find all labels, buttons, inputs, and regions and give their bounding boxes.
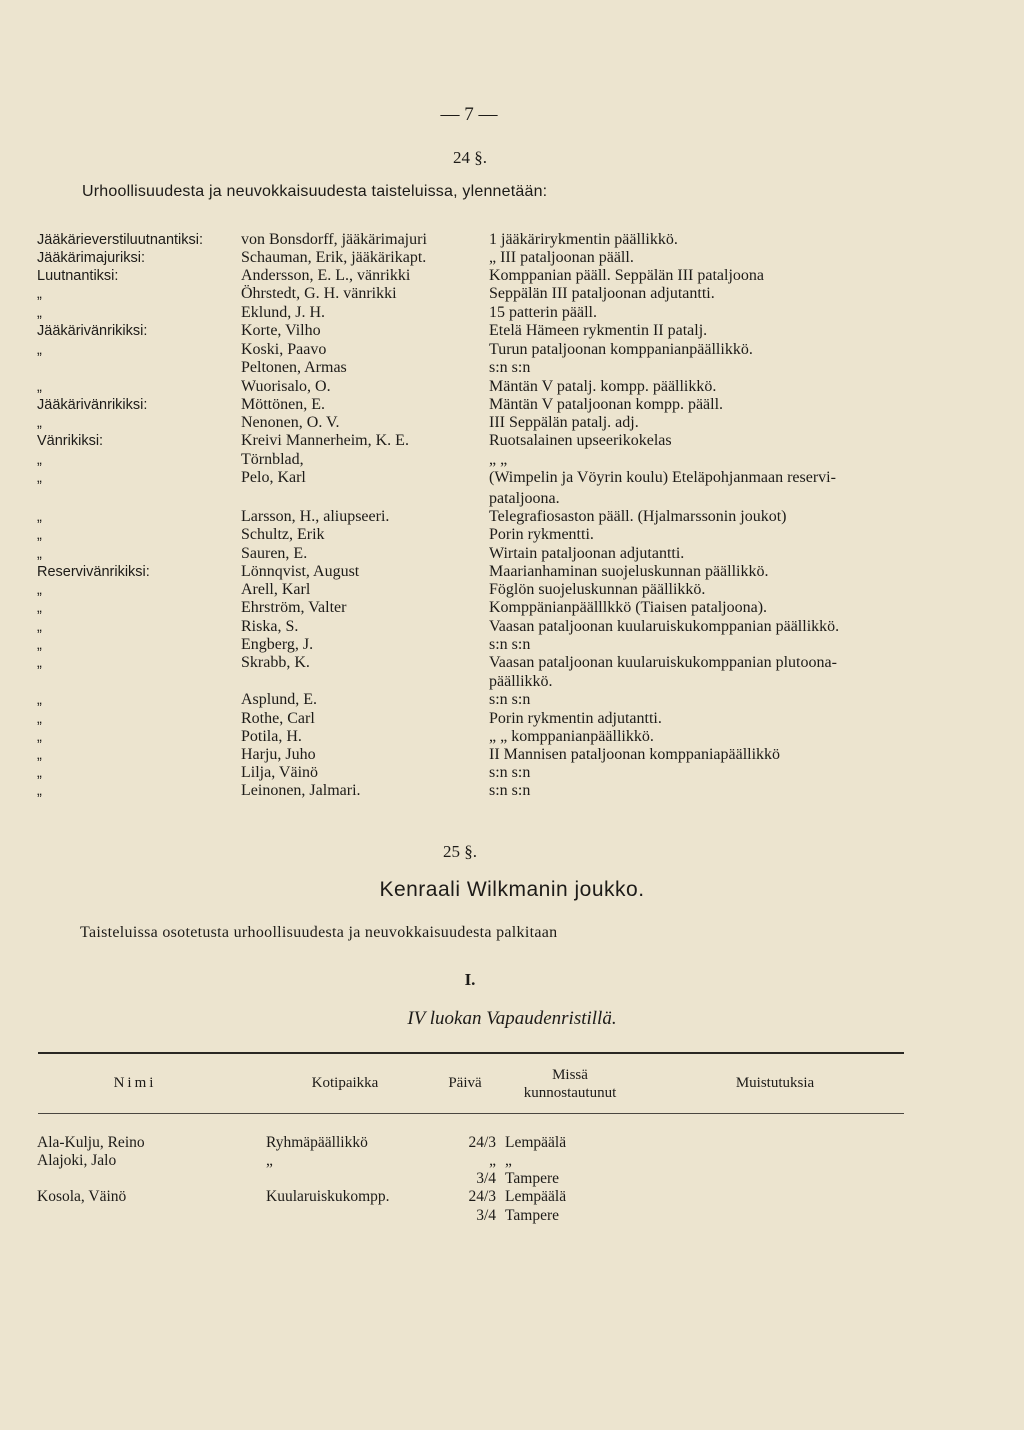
promotion-name: Wuorisalo, O. <box>241 378 331 395</box>
promotion-name: Leinonen, Jalmari. <box>241 782 361 799</box>
promotion-rank: „ <box>37 600 42 616</box>
promotion-name: Harju, Juho <box>241 746 316 763</box>
award-date: 3/4 <box>476 1170 496 1187</box>
promotion-unit: (Wimpelin ja Vöyrin koulu) Eteläpohjanmaan reservi- <box>489 469 836 486</box>
promotion-unit: pataljoona. <box>489 490 560 507</box>
table-rule-top <box>38 1052 904 1054</box>
promotion-name: Pelo, Karl <box>241 469 306 486</box>
promotion-name: Törnblad, <box>241 451 304 468</box>
promotion-name: Arell, Karl <box>241 581 311 598</box>
promotion-rank: Jääkärivänrikiksi: <box>37 323 148 339</box>
section-25-intro: Taisteluissa osotetusta urhoollisuudesta ja neuvokkaisuudesta palkitaan <box>80 924 558 941</box>
promotion-name: Schultz, Erik <box>241 526 325 543</box>
promotion-name: Riska, S. <box>241 618 299 635</box>
promotion-rank: „ <box>37 747 42 763</box>
promotion-unit: Wirtain pataljoonan adjutantti. <box>489 545 685 562</box>
promotion-unit: Porin rykmentti. <box>489 526 594 543</box>
promotion-name: Lilja, Väinö <box>241 764 319 781</box>
promotion-rank: Jääkärimajuriksi: <box>37 250 145 266</box>
promotion-name: Lönnqvist, August <box>241 563 360 580</box>
promotion-unit: Vaasan pataljoonan kuularuiskukomppanian päällikkö. <box>489 618 840 635</box>
promotion-name: Andersson, E. L., vänrikki <box>241 267 411 284</box>
award-place: „ <box>505 1152 512 1169</box>
award-name: Kosola, Väinö <box>37 1188 127 1205</box>
promotion-unit: Vaasan pataljoonan kuularuiskukomppanian plutoona- <box>489 654 837 671</box>
promotion-unit: Porin rykmentin adjutantti. <box>489 710 662 727</box>
promotion-name: Schauman, Erik, jääkärikapt. <box>241 249 427 266</box>
promotion-unit: Komppanian pääll. Seppälän III pataljoona <box>489 267 765 284</box>
promotion-name: Asplund, E. <box>241 691 317 708</box>
promotion-rank: „ <box>37 342 42 358</box>
promotion-unit: Maarianhaminan suojeluskunnan päällikkö. <box>489 563 769 580</box>
award-date: 24/3 <box>468 1188 496 1205</box>
promotion-unit: Föglön suojeluskunnan päällikkö. <box>489 581 706 598</box>
promotion-unit: Etelä Hämeen rykmentin II patalj. <box>489 322 708 339</box>
promotion-rank: „ <box>37 655 42 671</box>
promotion-unit: 15 patterin pääll. <box>489 304 597 321</box>
award-home: „ <box>266 1152 273 1169</box>
award-place: Lempäälä <box>505 1134 567 1151</box>
promotion-name: Eklund, J. H. <box>241 304 325 321</box>
promotion-rank: „ <box>37 415 42 431</box>
promotion-rank: „ <box>37 286 42 302</box>
promotion-rank: „ <box>37 692 42 708</box>
promotion-unit: s:n s:n <box>489 636 531 653</box>
promotion-rank: Jääkärivänrikiksi: <box>37 397 148 413</box>
promotion-rank: „ <box>37 783 42 799</box>
promotion-unit: Seppälän III pataljoonan adjutantti. <box>489 285 715 302</box>
header-place: Missä kunnostautunut <box>523 1067 617 1101</box>
promotion-rank: „ <box>37 637 42 653</box>
promotion-rank: „ <box>37 527 42 543</box>
promotion-name: Möttönen, E. <box>241 396 325 413</box>
award-home: Kuularuiskukompp. <box>266 1188 390 1205</box>
promotion-unit: 1 jääkärirykmentin päällikkö. <box>489 231 678 248</box>
promotion-rank: „ <box>37 452 42 468</box>
promotion-rank: „ <box>37 765 42 781</box>
promotion-rank: „ <box>37 305 42 321</box>
promotion-rank: „ <box>37 582 42 598</box>
header-name: Nimi <box>113 1075 157 1091</box>
award-name: Ala-Kulju, Reino <box>37 1134 145 1151</box>
promotion-rank: „ <box>37 509 42 525</box>
promotion-name: Koski, Paavo <box>241 341 327 358</box>
promotion-name: Sauren, E. <box>241 545 308 562</box>
award-place: Tampere <box>505 1207 559 1224</box>
promotion-name: Rothe, Carl <box>241 710 315 727</box>
promotion-rank: „ <box>37 546 42 562</box>
award-class-title: IV luokan Vapaudenristillä. <box>407 1008 617 1029</box>
promotion-unit: s:n s:n <box>489 782 531 799</box>
promotion-unit: „ „ komppanianpäällikkö. <box>489 728 654 745</box>
promotion-name: Engberg, J. <box>241 636 314 653</box>
promotion-name: Kreivi Mannerheim, K. E. <box>241 432 409 449</box>
promotion-name: Potila, H. <box>241 728 302 745</box>
award-home: Ryhmäpäällikkö <box>266 1134 368 1151</box>
roman-numeral: I. <box>464 970 476 989</box>
promotion-name: Nenonen, O. V. <box>241 414 340 431</box>
promotion-unit: „ „ <box>489 451 508 468</box>
promotion-unit: s:n s:n <box>489 359 531 376</box>
promotion-unit: s:n s:n <box>489 691 531 708</box>
promotion-name: Peltonen, Armas <box>241 359 347 376</box>
promotion-unit: II Mannisen pataljoonan komppaniapäällikkö <box>489 746 781 763</box>
section-24-intro: Urhoollisuudesta ja neuvokkaisuudesta taisteluissa, ylennetään: <box>82 183 548 200</box>
award-name: Alajoki, Jalo <box>37 1152 117 1169</box>
promotion-unit: Ruotsalainen upseerikokelas <box>489 432 672 449</box>
promotion-unit: „ III pataljoonan pääll. <box>489 249 634 266</box>
promotion-name: Korte, Vilho <box>241 322 321 339</box>
promotion-name: Öhrstedt, G. H. vänrikki <box>241 285 397 302</box>
promotion-name: Skrabb, K. <box>241 654 310 671</box>
promotion-unit: s:n s:n <box>489 764 531 781</box>
promotion-rank: „ <box>37 379 42 395</box>
award-place: Lempäälä <box>505 1188 567 1205</box>
award-date: 24/3 <box>468 1134 496 1151</box>
award-place: Tampere <box>505 1170 559 1187</box>
header-home: Kotipaikka <box>311 1075 379 1091</box>
promotion-name: von Bonsdorff, jääkärimajuri <box>241 231 427 248</box>
page-number: — 7 — <box>440 104 498 125</box>
promotion-rank: Vänrikiksi: <box>37 433 104 449</box>
promotion-unit: Mäntän V patalj. kompp. päällikkö. <box>489 378 717 395</box>
promotion-unit: päällikkö. <box>489 673 553 690</box>
table-rule-bottom <box>38 1113 904 1114</box>
award-date: 3/4 <box>476 1207 496 1224</box>
promotion-name: Larsson, H., aliupseeri. <box>241 508 390 525</box>
promotion-unit: Telegrafiosaston pääll. (Hjalmarssonin joukot) <box>489 508 787 525</box>
promotion-name: Ehrström, Valter <box>241 599 347 616</box>
award-date: „ <box>489 1152 496 1169</box>
section-25-title: Kenraali Wilkmanin joukko. <box>379 878 645 901</box>
promotion-rank: „ <box>37 619 42 635</box>
promotion-rank: Jääkärieverstiluutnantiksi: <box>37 232 204 248</box>
promotion-unit: Turun pataljoonan komppanianpäällikkö. <box>489 341 753 358</box>
header-notes: Muistutuksia <box>735 1075 815 1091</box>
promotion-unit: III Seppälän patalj. adj. <box>489 414 639 431</box>
promotion-rank: „ <box>37 470 42 486</box>
section-25-heading: 25 §. <box>443 842 477 861</box>
promotion-unit: Mäntän V pataljoonan kompp. pääll. <box>489 396 724 413</box>
promotion-unit: Komppänianpäälllkkö (Tiaisen pataljoona). <box>489 599 768 616</box>
promotion-rank: „ <box>37 729 42 745</box>
header-date: Päivä <box>448 1075 482 1091</box>
promotion-rank: „ <box>37 711 42 727</box>
section-24-heading: 24 §. <box>453 148 487 167</box>
promotion-rank: Luutnantiksi: <box>37 268 119 284</box>
promotion-rank: Reservivänrikiksi: <box>37 564 150 580</box>
